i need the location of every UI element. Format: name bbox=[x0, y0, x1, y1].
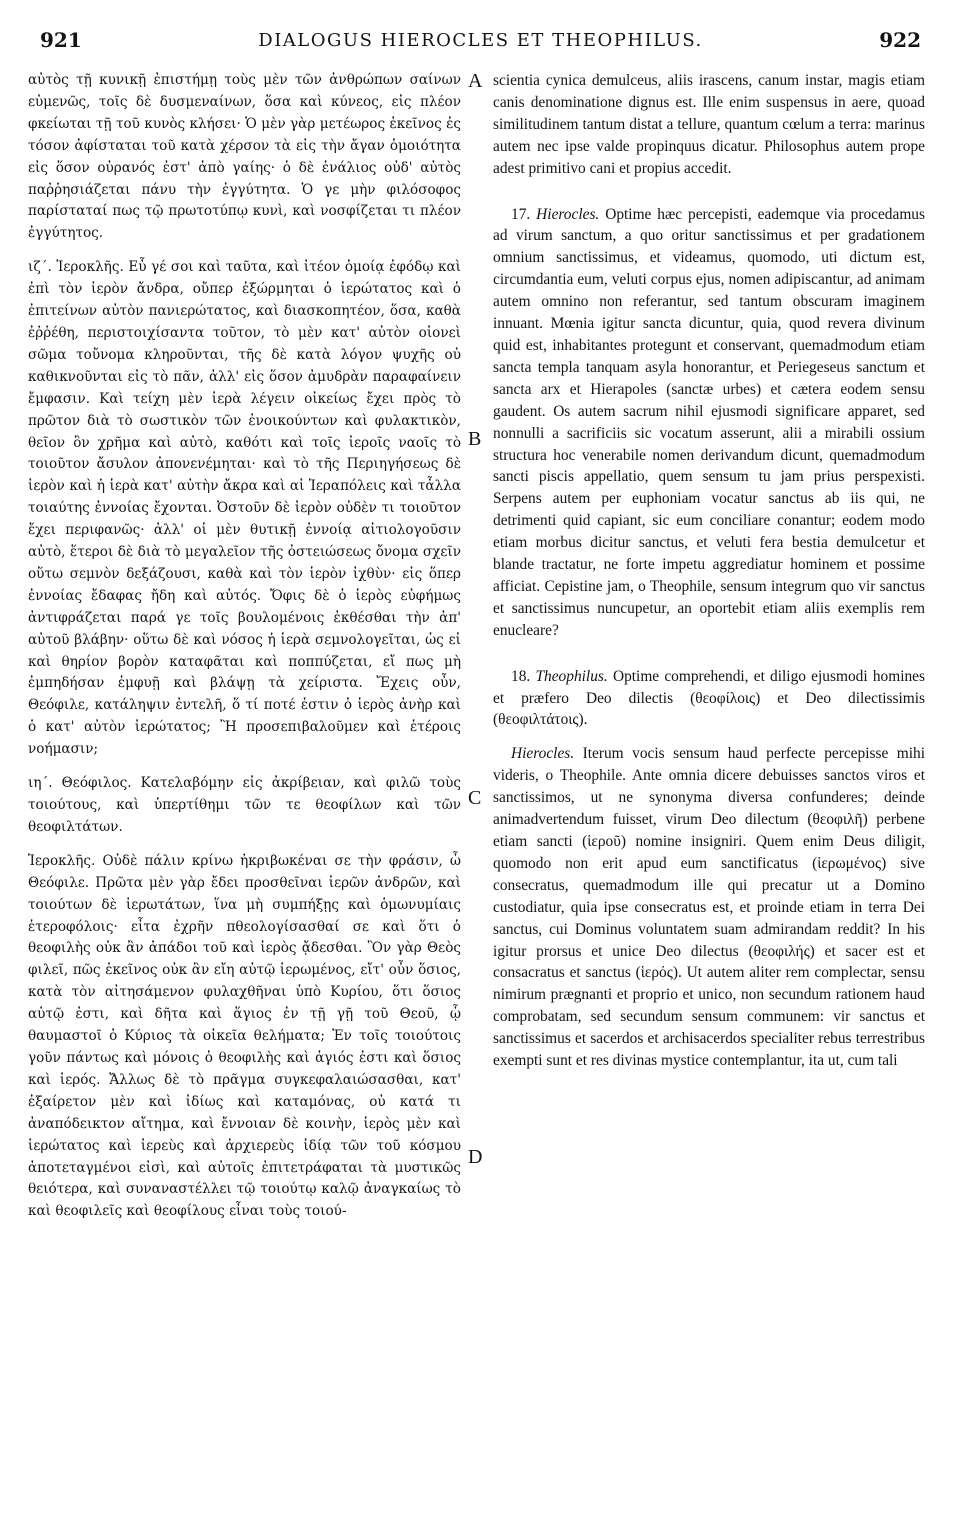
greek-paragraph-2: ιζ΄. Ἱεροκλῆς. Εὖ γέ σοι καὶ ταῦτα, καὶ ἰτέον ὁμοίᾳ ἐφόδῳ καὶ ἐπὶ τὸν ἱερὸν ἄνδρα, οὔπερ ἐξώρμηται ὁ ἱερώτατος καὶ ὁ ἐπιτείνων αὐτὸν πανιερώτατος, καὶ διασκοπητέον, ὅσα, καθὰ ἐῤῥέθη, περιστοιχίσαντα τοῦτον, τὸ μὲν κατ' αὐτὸν οἱονεὶ σῶμα τοὔνομα κληροῦνται, τῆς δὲ κατὰ λόγον ψυχῆς οὐ καθικνοῦνται εἰς τὸ πᾶν, ἀλλ' εἰς ὅσον ἀμυδρὰν παραφαίνειν ἔμφασιν. Καὶ τείχη μὲν ἱερὰ λέγειν οἰκείως ἔχει πρὸς τὸ πρῶτον διὰ τὸ σωστικὸν τῶν ἐνοικούντων καὶ φυλακτικὸν, θεῖον ὂν χρῆμα καὶ αὐτὸ, καθότι καὶ τοῖς ἱεροῖς ναοῖς τὸ τοιοῦτον ἄσυλον ἀπονενέμηται· καὶ τὸ τῆς Περιηγήσεως δὲ ἱερὸν καὶ ἡ ἱερὰ κατ' αὐτὴν ἄκρα καὶ αἱ Ἱεραπόλεις καὶ τἆλλα τοιαύτης ἐννοίας ἔχονται. Ὀστοῦν δὲ ἱερὸν οὐδὲν τι τοιοῦτον ἔχει περιφανῶς· ἀλλ' οἱ μὲν θυτικῇ ἐννοίᾳ αἰτιολογοῦσιν αὐτὸ, ἕτεροι δὲ διὰ τὸ μεγαλεῖον τῆς ὀστειώσεως ὄνομα σχεῖν οὕτω σεμνὸν δεξάζουσι, καθὰ καὶ τὸν ἱερὸν ἰχθὺν· εἰς ὅπερ ἐννοίας ἔδαφας ἤδη καὶ αὐτός. Ὄφις δὲ ὁ ἱερὸς εὐφήμως ἀντιφράζεται παρά γε τοῖς βουλομένοις ἐκθέσθαι τὴν ἀπ' αὐτοῦ βλάβην· οὕτω δὲ καὶ νόσος ἡ ἱερὰ σεμνολογεῖται, ὡς εἰ καὶ θηρίον βορὸν καταφᾶται καὶ ποππύζεται, εἴ πως μὴ ἐμπηδήσαν ἐμφυῇ καὶ βλάψῃ τὰ χείριστα. Ἔχεις οὖν, Θεόφιλε, κατάληψιν ἐντελῆ, ὅ τί ποτέ ἐστιν ὁ ἱερὸς ἀνὴρ καὶ ὁ κατ' αὐτὸν ἱερώτατος; Ἢ προσεπιβαλοῦμεν καὶ ἑτέροις νοήμασιν; bbox=[28, 259, 461, 758]
margin-letter-a: A bbox=[468, 70, 483, 92]
margin-letter-c: C bbox=[468, 787, 482, 809]
running-head bbox=[40, 28, 921, 58]
latin-paragraph-3 bbox=[493, 666, 925, 732]
greek-paragraph-1: αὐτὸς τῇ κυνικῇ ἐπιστήμῃ τοὺς μὲν τῶν ἀνθρώπων σαίνων εὐμενῶς, τοῖς δὲ δυσμεναίνων, ὅσα καὶ κύνεος, εἰς πλέον φκείωται τῇ τοῦ κυνὸς κλήσει· Ὁ μὲν γὰρ μετέωρος ἐκεῖνος ἐς τόσον ἀφίσταται τοῦ κατὰ χέρσον τὰ εἰς τὴν ἄγαν ὁμοιότητα εἰς ὅσον οὐρανός ἐστ' ἀπὸ γαίης· ὁ δὲ ἐνάλιος οὐδ' αὐτὸς παῤῥησιάζεται πάνυ τὴν ἐγγύτητα. Ὁ γε μὴν φιλόσοφος παρίσταταί πως τῷ πρωτοτύπῳ κυνὶ, καὶ νοσφίζεται τι πλέον ἐγγύτητος. bbox=[28, 72, 461, 242]
page-number-right: 922 bbox=[879, 28, 921, 52]
latin-paragraph-4 bbox=[493, 743, 925, 1072]
greek-column bbox=[28, 70, 461, 1223]
latin-paragraph-3-text: Optime comprehendi, et diligo ejusmodi homines et præfero Deo dilectis (θεοφίλοις) et Deo dilectissimis (θεοφιλτάτοις). bbox=[493, 667, 925, 729]
page-number-left: 921 bbox=[40, 28, 82, 52]
latin-paragraph-2 bbox=[493, 204, 925, 642]
running-title: DIALOGUS HIEROCLES ET THEOPHILUS. bbox=[258, 30, 703, 51]
latin-paragraph-4-text: Iterum vocis sensum haud perfecte percepisse mihi videris, o Theophile. Ante omnia dicere debuisses sanctos viros et sanctissimos, ut ne synonyma diversa confunderes; deinde animadvertendum fuisset, virum Deo dilectum (θεοφιλῆ) perbene etiam sancti (ἱεροῦ) nomine insigniri. Quem enim Deus diligit, quomodo non erit apud eum sanctificatus (ἱερωμένος) sive consecratus, quemadmodum ille qui precatur ut a Domino custodiatur, quia ipse consecratus est, et proinde etiam in terra Dei sanctus, cui Dominus voluntatem suam admirandam reddit? In his igitur prorsus et unice Deo dilectus (θεοφιλής) et sacer est et consacratus et sanctus (ἱερός). Ut autem aliter rem complectar, sensu nimirum prægnanti et proprio et unico, non secundum rationem haud comprobatam, sed secundum sensum communem: vir sanctus et sanctissimus et sacerdos et archisacerdos specialiter rebus terrestribus exempti sunt et res divinas mystice contemplantur, ita ut, cum tali bbox=[493, 745, 925, 1070]
latin-paragraph-2-text: Optime hæc percepisti, eademque via procedamus ad virum sanctum, a quo oritur sanctissimus et per gradationem omnium sanctissimus, et videamus, quomodo, uti dictum est, circumdantia eum, veluti corpus ejus, nomen adipiscantur, ad animam autem omnino non referantur, sed tantum obscuram imaginem innuant. Mœnia igitur sancta dicuntur, quia, quod revera divinum quid est, inhabitantes protegunt et conservant, quemadmodum etiam sancta templa tanquam asyla honorantur, et Periegeseus sanctum et sancta arx et Hierapoles (sanctæ urbes) et cætera eodem sensu gaudent. Os autem sacrum nihil ejusmodi significare apparet, sed nonnulli a sacrificiis sic vocatum asserunt, alii a mirabili ossium structura hoc venerabile nomen derivandum dicunt, quemadmodum sancti piscis appellatio, quem sensum tu jam prius perspexisti. Serpens autem per euphoniam vocatur sanctus ab iis qui, ne detrimenti quid capiant, sic eum conciliare conantur; eodem modo etiam morbus dicitur sanctus, et veluti fera bestia demulcetur et blande tractatur, ne forte impetu aggrediatur hominem et possime afficiat. Cepistine jam, o Theophile, sensum integrum quo vir sanctus et sanctissimus nuncupetur, an oportebit etiam aliis exemplis rem enucleare? bbox=[493, 205, 925, 639]
speaker-theophilus: Theophilus. bbox=[535, 667, 608, 685]
margin-letter-b: B bbox=[468, 428, 482, 450]
latin-column bbox=[493, 70, 925, 1072]
greek-paragraph-3: ιη΄. Θεόφιλος. Κατελαβόμην εἰς ἀκρίβειαν, καὶ φιλῶ τοὺς τοιούτους, καὶ ὑπερτίθημι τῶν τε θεοφίλων καὶ τῶν θεοφιλτάτων. bbox=[28, 775, 461, 835]
speaker-hierocles: Hierocles. bbox=[536, 205, 600, 223]
greek-paragraph-4: Ἱεροκλῆς. Οὐδὲ πάλιν κρίνω ἠκριβωκέναι σε τὴν φράσιν, ὦ Θεόφιλε. Πρῶτα μὲν γὰρ ἔδει προσθεῖναι ἱερῶν ἀνδρῶν, καὶ τοιούτων δὲ ἱερωτάτων, ἵνα μὴ συμπήξῃς καὶ ὁμωνυμίαις ἑτεροφόλοις· εἶτα ἐχρῆν πθεολογίσασθαί σε καὶ ὅτι ὁ θεοφιλὴς οὐκ ἂν ἀπάδοι τοῦ καὶ ἱερὸς ᾄδεσθαι. Ὃν γὰρ Θεὸς φιλεῖ, πῶς ἐκεῖνος οὐκ ἂν εἴη αὐτῷ ἱερωμένος, εἴτ' οὖν ὅσιος, κατὰ τὸν αἰτησάμενον φυλαχθῆναι ὑπὸ Κυρίου, ὅτι ὅσιος αὐτῷ ἐστι, καὶ δῆτα καὶ ἅγιος ἐν τῇ γῇ τοῦ Θεοῦ, ᾧ θαυμαστοῖ ὁ Κύριος τὰ οἰκεῖα θελήματα; Ἐν τοῖς τοιούτοις γοῦν πάντως καὶ μόνοις ὁ θεοφιλὴς καὶ ἁγιός ἐστι καὶ ὅσιος καὶ ἱερός. Ἄλλως δὲ τὸ πρᾶγμα συγκεφαλαιώσασθαι, κατ' ἐξαίρετον μὲν καὶ ἰδίως καὶ καταμόνας, οὐ κατά τι ἀναπόδεικτον αἴτημα, καὶ ἔννοιαν δὲ κοινὴν, ἱερὸς μὲν καὶ ἱερώτατος καὶ ἱερεὺς καὶ ἀρχιερεὺς ἰδίᾳ τῶν τοῦ κόσμου ἀποτεταγμένοι εἰσὶ, καὶ αὐτοῖς ἐπιτετράφαται τὰ μυστικῶς θειότερα, καὶ συναναστέλλει τῷ τοιούτῳ καλῷ ἀναγκαίως τὸ καὶ θεοφιλεῖς καὶ θεοφίλους εἶναι τοὺς τοιού- bbox=[28, 852, 461, 1220]
latin-paragraph-1: scientia cynica demulceus, aliis irascens, canum instar, magis etiam canis denominatione dignus est. Ille enim suspensus in aere, quoad similitudinem tantum distat a tellure, quantum cœlum a terra: marinus autem nec ipse valde propinquus dicatur. Philosophus autem prope adest primitivo cani et propius accedit. bbox=[493, 72, 925, 177]
margin-letter-d: D bbox=[468, 1146, 483, 1168]
section-number-18: 18. bbox=[511, 667, 531, 685]
section-number-17: 17. bbox=[511, 205, 531, 223]
speaker-hierocles-2: Hierocles. bbox=[511, 745, 575, 763]
